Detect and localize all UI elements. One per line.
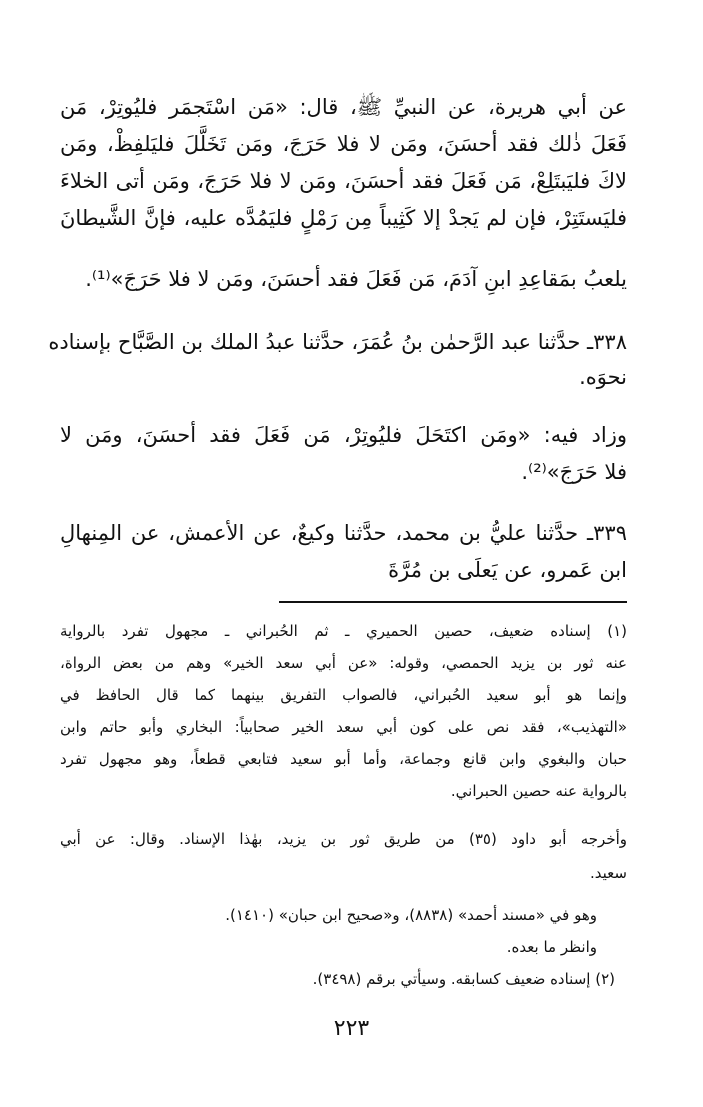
- footnote-line: وهو في «مسند أحمد» (٨٨٣٨)، و«صحيح ابن حبان» (١٤١٠).: [225, 906, 597, 924]
- footnote-line: وإنما هو أبو سعيد الحُبراني، فالصواب التفريق بينهما كما قال الحافظ في: [60, 686, 627, 704]
- page-number: ٢٢٣: [333, 1016, 370, 1041]
- text-line: لاكَ فليَبتَلِعْ، مَن فَعَلَ فقد أحسَنَ، ومَن لا فلا حَرَجَ، ومَن أتى الخلاءَ: [60, 169, 627, 193]
- text-line: فلا حَرَجَ»⁽²⁾.: [521, 460, 627, 484]
- footnote-line: (٢) إسناده ضعيف كسابقه. وسيأتي برقم (٣٤٩٨).: [312, 970, 615, 988]
- text-line: يلعبُ بمَقاعِدِ ابنِ آدَمَ، مَن فَعَلَ فقد أحسَنَ، ومَن لا فلا حَرَجَ»⁽¹⁾.: [85, 267, 627, 291]
- text-line: فليَستَتِرْ، فإن لم يَجدْ إلا كَثِيباً مِن رَمْلٍ فليَمُدَّه عليه، فإنَّ الشَّيطانَ: [60, 206, 627, 230]
- text-line: وزاد فيه: «ومَن اكتَحَلَ فليُوتِرْ، مَن فَعَلَ فقد أحسَنَ، ومَن لا: [60, 423, 627, 447]
- footnote-line: (١) إسناده ضعيف، حصين الحميري ـ ثم الحُبراني ـ مجهول تفرد بالرواية: [60, 622, 627, 640]
- footnote-line: وانظر ما بعده.: [506, 938, 597, 956]
- footnote-line: سعيد.: [590, 864, 627, 882]
- footnote-line: وأخرجه أبو داود (٣٥) من طريق ثور بن يزيد، بهٰذا الإسناد. وقال: عن أبي: [60, 830, 628, 848]
- text-line: ٣٣٨ـ حدَّثنا عبد الرَّحمٰن بنُ عُمَرَ، حدَّثنا عبدُ الملك بن الصَّبَّاح بإسناده: [48, 330, 627, 354]
- text-line: ابن عَمرو، عن يَعلَى بن مُرَّةَ: [388, 558, 627, 582]
- text-line: فَعَلَ ذٰلك فقد أحسَنَ، ومَن لا فلا حَرَجَ، ومَن تَخَلَّلَ فليَلفِظْ، ومَن: [60, 132, 627, 156]
- footnote-line: عنه ثور بن يزيد الحمصي، وقوله: «عن أبي سعد الخير» وهم من بعض الرواة،: [60, 654, 627, 672]
- footnote-line: «التهذيب»، فقد نص على كون أبي سعد الخير صحابياً: البخاري وأبو حاتم وابن: [60, 718, 627, 736]
- footnote-line: بالرواية عنه حصين الحبراني.: [450, 782, 627, 800]
- footnote-separator: [279, 601, 627, 603]
- text-line: عن أبي هريرة، عن النبيِّ ﷺ، قال: «مَن اسْتَجمَر فليُوتِرْ، مَن: [60, 95, 627, 119]
- footnote-line: حبان والبغوي وابن قانع وجماعة، وأما أبو سعيد فتابعي قطعاً، وهو مجهول تفرد: [60, 750, 627, 768]
- text-line: نحوَه.: [579, 365, 627, 389]
- text-line: ٣٣٩ـ حدَّثنا عليُّ بن محمد، حدَّثنا وكيعٌ، عن الأعمش، عن المِنهالِ: [60, 521, 627, 545]
